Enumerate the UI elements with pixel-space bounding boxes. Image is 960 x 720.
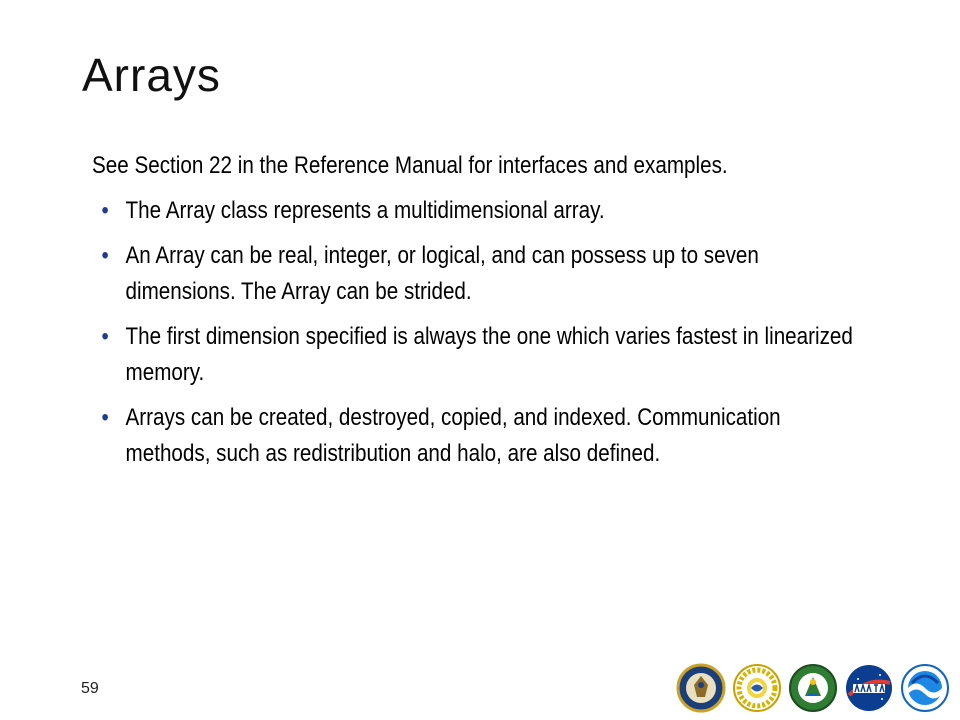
department-of-defense-seal-icon bbox=[676, 663, 726, 713]
intro-paragraph: See Section 22 in the Reference Manual for interfaces and examples. bbox=[92, 152, 728, 179]
slide-title: Arrays bbox=[82, 49, 221, 101]
slide-body bbox=[92, 148, 870, 481]
bullet-item bbox=[92, 319, 870, 391]
bullet-list bbox=[92, 193, 870, 472]
page-number: 59 bbox=[81, 680, 99, 697]
bullet-text: The Array class represents a multidimensional array. bbox=[125, 197, 605, 224]
nasa-seal-icon bbox=[844, 663, 894, 713]
bullet-icon: • bbox=[101, 323, 109, 350]
bullet-item bbox=[92, 238, 870, 310]
department-of-energy-seal-icon bbox=[788, 663, 838, 713]
bullet-icon: • bbox=[101, 242, 109, 269]
nsf-seal-icon bbox=[732, 663, 782, 713]
bullet-text: Arrays can be created, destroyed, copied, and indexed. Communication methods, such as redistribution and halo, are also defined. bbox=[125, 404, 781, 467]
bullet-text: The first dimension specified is always the one which varies fastest in linearized memory. bbox=[125, 323, 853, 386]
bullet-icon: • bbox=[101, 197, 109, 224]
sponsor-logos bbox=[676, 660, 950, 716]
bullet-item bbox=[92, 193, 870, 229]
bullet-icon: • bbox=[101, 404, 109, 431]
bullet-item bbox=[92, 400, 870, 472]
bullet-text: An Array can be real, integer, or logical, and can possess up to seven dimensions. The Array can be strided. bbox=[125, 242, 759, 305]
noaa-seal-icon bbox=[900, 663, 950, 713]
